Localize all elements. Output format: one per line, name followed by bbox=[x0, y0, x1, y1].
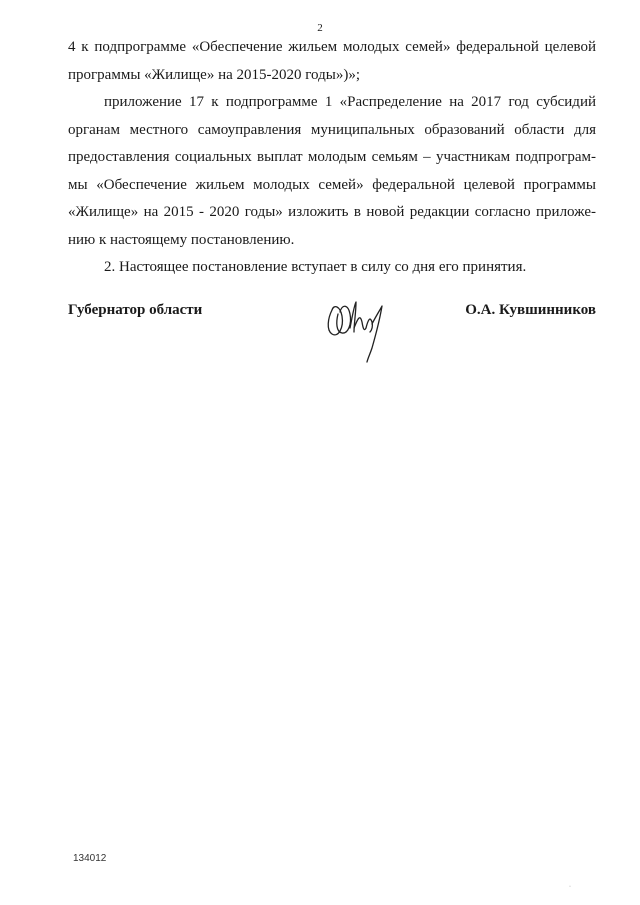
paragraph-line: мы «Обеспечение жильем молодых семей» федеральной целевой программы bbox=[68, 176, 596, 193]
paragraph-line: 2. Настоящее постановление вступает в силу со дня его принятия. bbox=[104, 259, 527, 275]
signature-block bbox=[68, 302, 596, 362]
corner-mark: · bbox=[569, 884, 571, 890]
paragraph-line: нию к настоящему постановлению. bbox=[68, 231, 295, 248]
paragraph-line: программы «Жилище» на 2015-2020 годы»)»; bbox=[68, 66, 360, 83]
document-code: 134012 bbox=[73, 853, 107, 864]
signer-title: Губернатор области bbox=[68, 302, 203, 318]
paragraph-line: предоставления социальных выплат молодым семьям – участникам подпрограм- bbox=[68, 149, 596, 165]
document-body bbox=[68, 34, 596, 282]
paragraph-line: 4 к подпрограмме «Обеспечение жильем молодых семей» федеральной целевой bbox=[68, 39, 596, 55]
paragraph-line: «Жилище» на 2015 - 2020 годы» изложить в новой редакции согласно приложе- bbox=[68, 204, 596, 220]
paragraph-line: приложение 17 к подпрограмме 1 «Распределение на 2017 год субсидий bbox=[104, 94, 596, 110]
page-number: 2 bbox=[317, 22, 323, 34]
signer-name: О.А. Кувшинников bbox=[465, 302, 596, 318]
handwritten-signature-icon bbox=[320, 288, 400, 363]
signature-strokes bbox=[328, 302, 382, 362]
paragraph-line: органам местного самоуправления муниципальных образований области для bbox=[68, 121, 596, 138]
